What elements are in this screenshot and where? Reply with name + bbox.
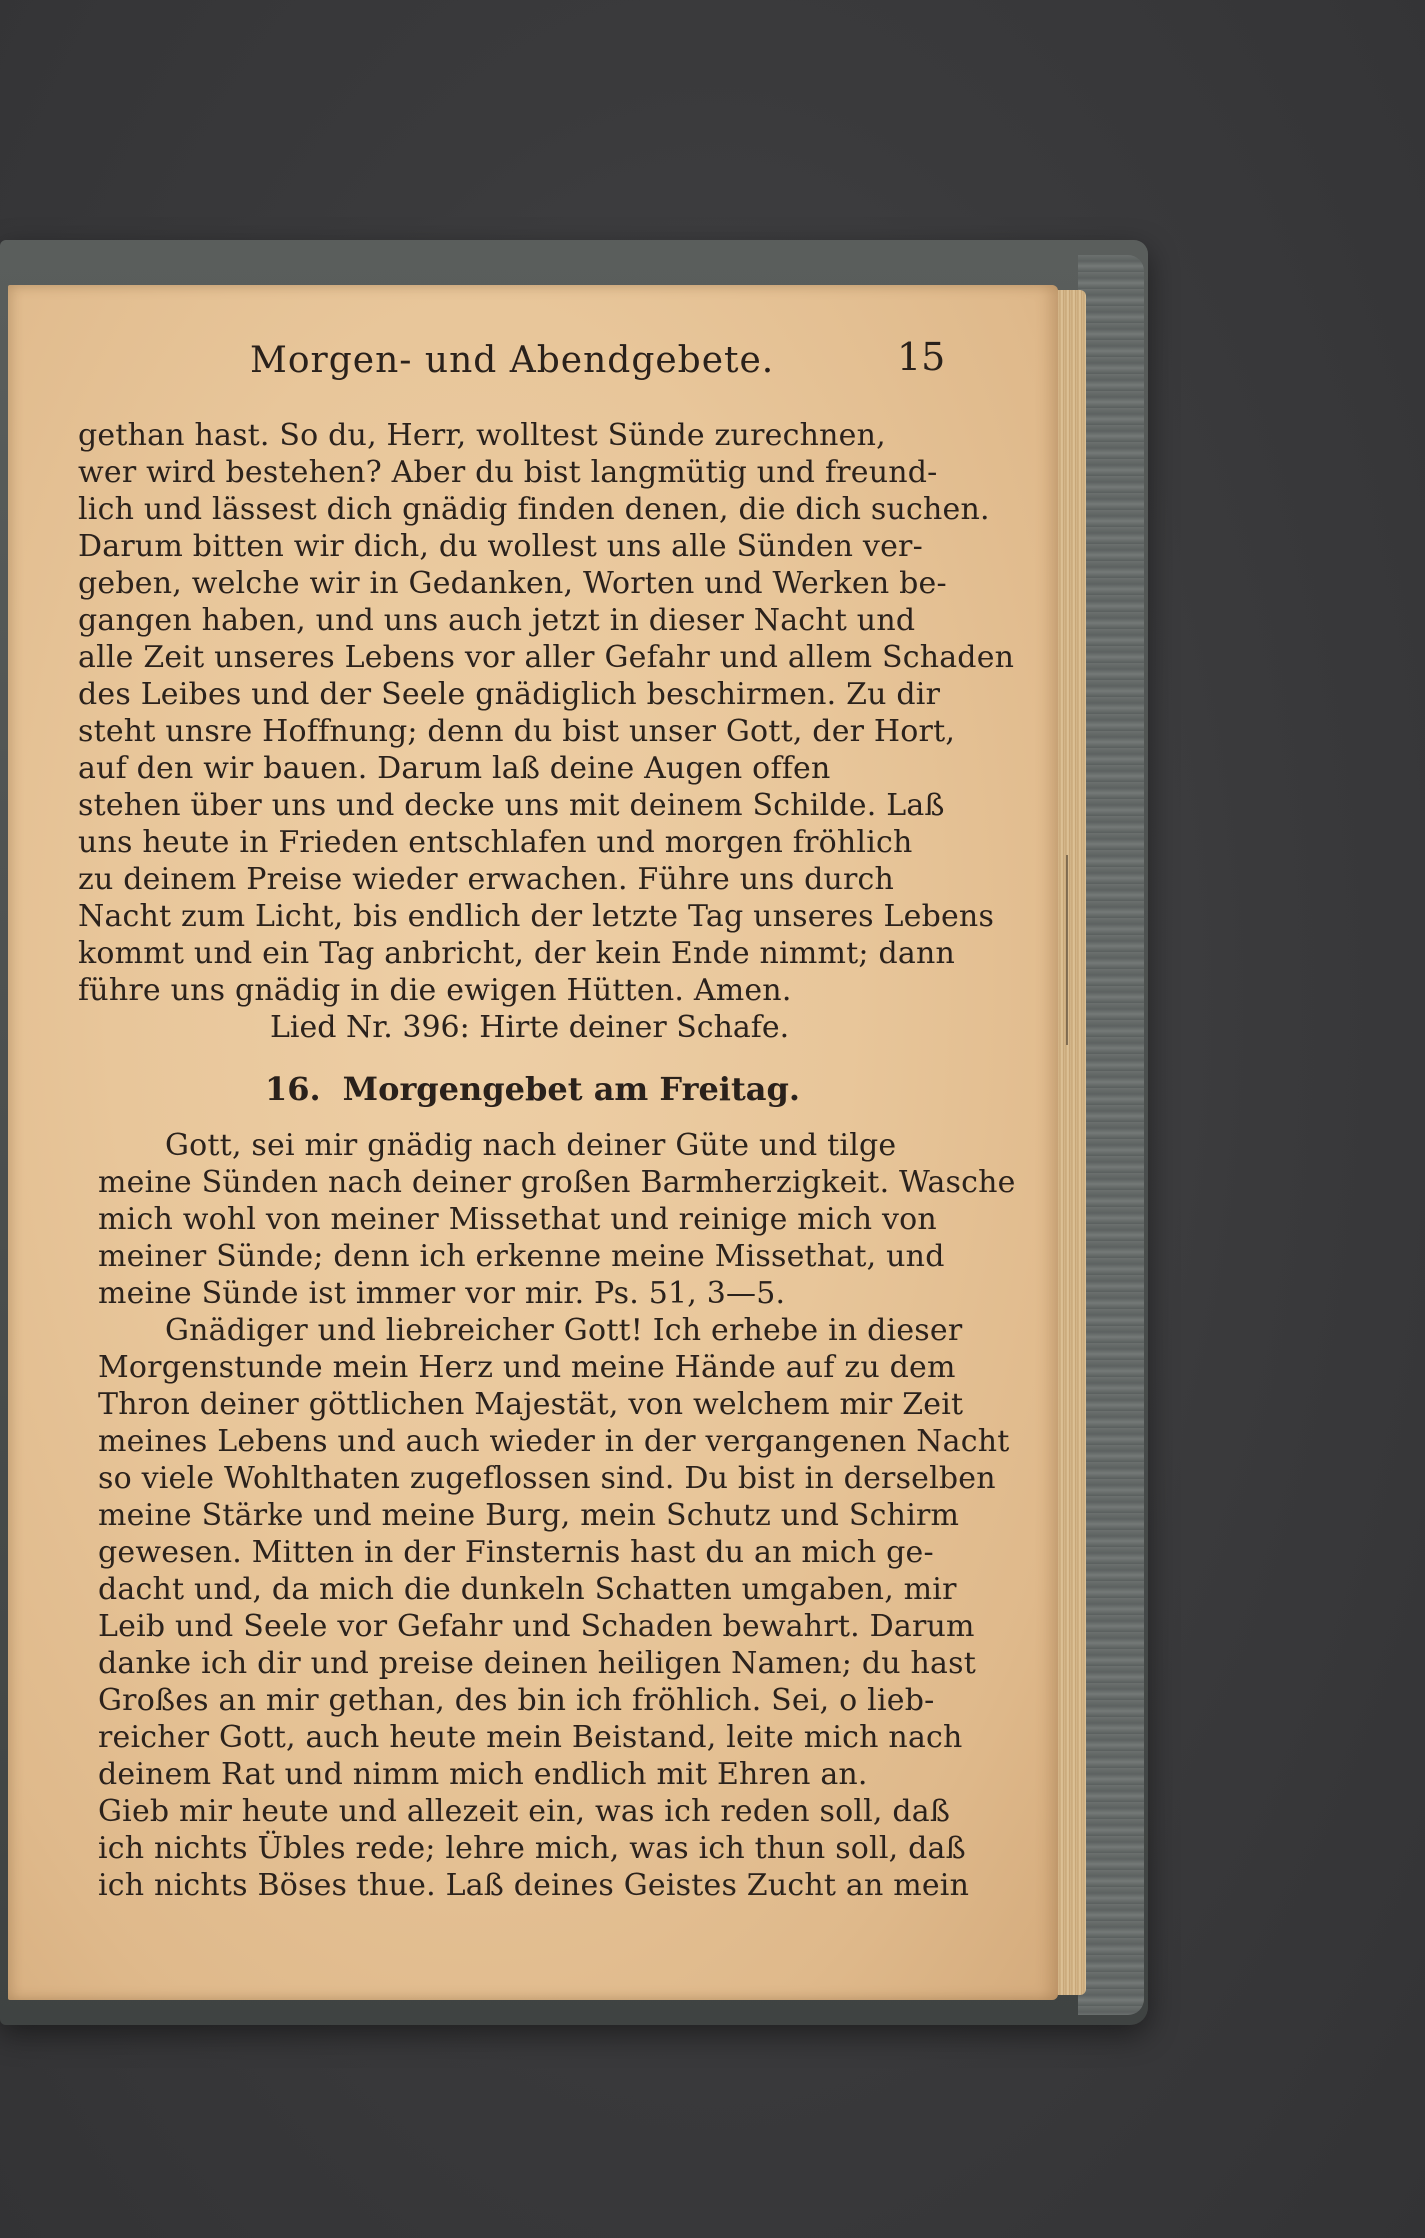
- text-line: Morgenstunde mein Herz und meine Hände auf zu dem: [98, 1350, 956, 1385]
- text-line: alle Zeit unseres Lebens vor aller Gefahr und allem Schaden: [78, 640, 1015, 675]
- text-line: gethan hast. So du, Herr, wolltest Sünde zurechnen,: [78, 418, 886, 453]
- running-head: Morgen- und Abendgebete.: [250, 340, 775, 381]
- section-title: Morgengebet am Freitag.: [342, 1070, 800, 1108]
- text-line: meine Sünde ist immer vor mir. Ps. 51, 3—5.: [98, 1276, 786, 1311]
- section-number: 16.: [265, 1070, 321, 1108]
- text-line: so viele Wohlthaten zugeflossen sind. Du bist in derselben: [98, 1461, 996, 1496]
- book-cover-edge: [1078, 255, 1144, 2015]
- text-line: kommt und ein Tag anbricht, der kein Ende nimmt; dann: [78, 936, 955, 971]
- text-line: meiner Sünde; denn ich erkenne meine Missethat, und: [98, 1239, 945, 1274]
- text-line: mich wohl von meiner Missethat und reinige mich von: [98, 1202, 937, 1237]
- text-line: meine Sünden nach deiner großen Barmherzigkeit. Wasche: [98, 1165, 1016, 1200]
- text-line: Gott, sei mir gnädig nach deiner Güte und tilge: [165, 1128, 897, 1163]
- text-line: Gieb mir heute und allezeit ein, was ich reden soll, daß: [98, 1794, 951, 1829]
- page-number: 15: [897, 335, 946, 379]
- text-line: dacht und, da mich die dunkeln Schatten umgaben, mir: [98, 1572, 957, 1607]
- text-line: danke ich dir und preise deinen heiligen Namen; du hast: [98, 1646, 976, 1681]
- text-line: Darum bitten wir dich, du wollest uns alle Sünden ver-: [78, 529, 923, 564]
- text-line: stehen über uns und decke uns mit deinem Schilde. Laß: [78, 788, 945, 823]
- text-line: Leib und Seele vor Gefahr und Schaden bewahrt. Darum: [98, 1609, 975, 1644]
- text-line: steht unsre Hoffnung; denn du bist unser Gott, der Hort,: [78, 714, 956, 749]
- section-heading: [265, 1070, 800, 1108]
- text-line: des Leibes und der Seele gnädiglich beschirmen. Zu dir: [78, 677, 941, 712]
- text-line: geben, welche wir in Gedanken, Worten und Werken be-: [78, 566, 947, 601]
- text-line: gewesen. Mitten in der Finsternis hast du an mich ge-: [98, 1535, 934, 1570]
- text-line: reicher Gott, auch heute mein Beistand, leite mich nach: [98, 1720, 963, 1755]
- text-line: zu deinem Preise wieder erwachen. Führe uns durch: [78, 862, 895, 897]
- text-line: lich und lässest dich gnädig finden denen, die dich suchen.: [78, 492, 990, 527]
- text-line: Thron deiner göttlichen Majestät, von welchem mir Zeit: [98, 1387, 964, 1422]
- text-line: deinem Rat und nimm mich endlich mit Ehren an.: [98, 1757, 868, 1792]
- text-line: Nacht zum Licht, bis endlich der letzte Tag unseres Lebens: [78, 899, 995, 934]
- text-line: Großes an mir gethan, des bin ich fröhlich. Sei, o lieb-: [98, 1683, 935, 1718]
- text-line: gangen haben, und uns auch jetzt in dieser Nacht und: [78, 603, 916, 638]
- text-line: ich nichts Böses thue. Laß deines Geistes Zucht an mein: [98, 1868, 970, 1903]
- text-line: ich nichts Übles rede; lehre mich, was ich thun soll, daß: [98, 1831, 966, 1866]
- text-line: wer wird bestehen? Aber du bist langmütig und freund-: [78, 455, 938, 490]
- hymn-reference: Lied Nr. 396: Hirte deiner Schafe.: [270, 1010, 790, 1045]
- text-line: uns heute in Frieden entschlafen und morgen fröhlich: [78, 825, 913, 860]
- text-line: auf den wir bauen. Darum laß deine Augen offen: [78, 751, 831, 786]
- text-line: Gnädiger und liebreicher Gott! Ich erhebe in dieser: [165, 1313, 963, 1348]
- text-line: meine Stärke und meine Burg, mein Schutz und Schirm: [98, 1498, 960, 1533]
- text-line: meines Lebens und auch wieder in der vergangenen Nacht: [98, 1424, 1010, 1459]
- text-line: führe uns gnädig in die ewigen Hütten. Amen.: [78, 973, 792, 1008]
- binding-thread: [1066, 855, 1068, 1045]
